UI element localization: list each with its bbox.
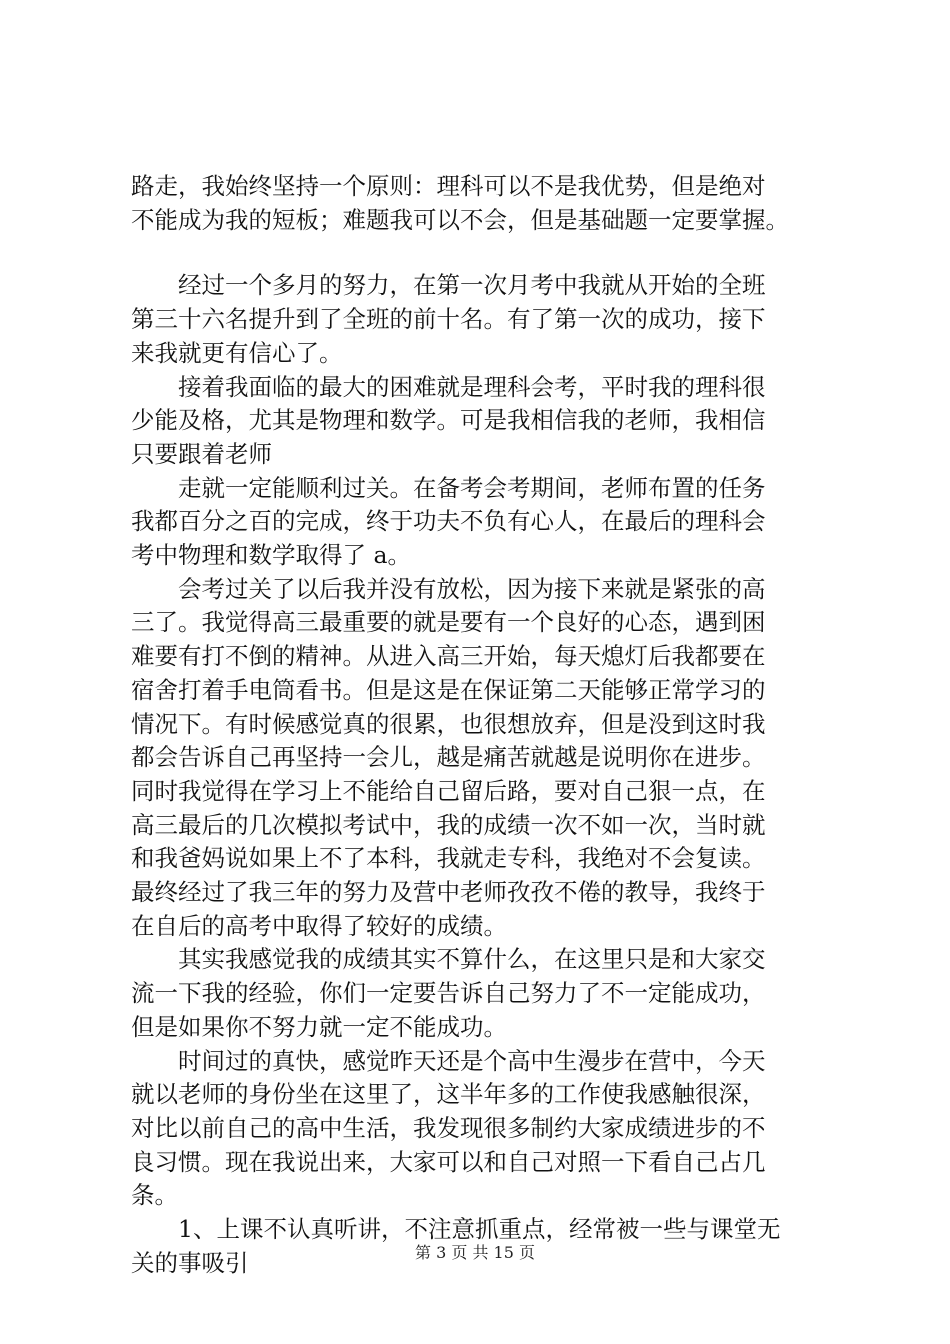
paragraph-1: 路走，我始终坚持一个原则：理科可以不是我优势，但是绝对 不能成为我的短板；难题我可以不会，但是基础题一定要掌握。: [131, 172, 789, 234]
paragraph-5: 会考过关了以后我并没有放松，因为接下来就是紧张的高 三了。我觉得高三最重要的就是要有一个良好的心态，遇到困 难要有打不倒的精神。从进入高三开始，每天熄灯后我都要在 宿舍打着手电筒看书。但是这是在保证第二天能够正常学习的 情况下。有时候感觉真的很累，也很想放弃，但是没到这时我 都会告诉自己再坚持一会儿，越是痛苦就越是说明你在进步。 同时我觉得在学习上不能给自己留后路，要对自己狠一点，在 高三最后的几次模拟考试中，我的成绩一次不如一次，当时就 和我爸妈说如果上不了本科，我就走专科，我绝对不会复读。 最终经过了我三年的努力及营中老师孜孜不倦的教导，我终于 在自后的高考中取得了较好的成绩。: [131, 574, 766, 940]
document-body: [131, 170, 841, 1281]
paragraph-2: 经过一个多月的努力，在第一次月考中我就从开始的全班 第三十六名提升到了全班的前十名。有了第一次的成功，接下 来我就更有信心了。: [131, 271, 766, 367]
paragraph-4: 走就一定能顺利过关。在备考会考期间，老师布置的任务 我都百分之百的完成，终于功夫不负有心人，在最后的理科会 考中物理和数学取得了 a。: [131, 473, 766, 570]
paragraph-7: 时间过的真快，感觉昨天还是个高中生漫步在营中，今天 就以老师的身份坐在这里了，这半年多的工作使我感触很深， 对比以前自己的高中生活，我发现很多制约大家成绩进步的不 良习惯。现在我说出来，大家可以和自己对照一下看自己占几 条。: [131, 1046, 766, 1210]
paragraph-8: 1、上课不认真听讲，不注意抓重点，经常被一些与课堂无 关的事吸引: [131, 1215, 781, 1277]
paragraph-3: 接着我面临的最大的困难就是理科会考，平时我的理科很 少能及格，尤其是物理和数学。可是我相信我的老师，我相信 只要跟着老师: [131, 372, 766, 468]
page-footer: 第 3 页 共 15 页: [415, 1243, 535, 1262]
paragraph-6: 其实我感觉我的成绩其实不算什么，在这里只是和大家交 流一下我的经验，你们一定要告诉自己努力了不一定能成功， 但是如果你不努力就一定不能成功。: [131, 945, 766, 1041]
